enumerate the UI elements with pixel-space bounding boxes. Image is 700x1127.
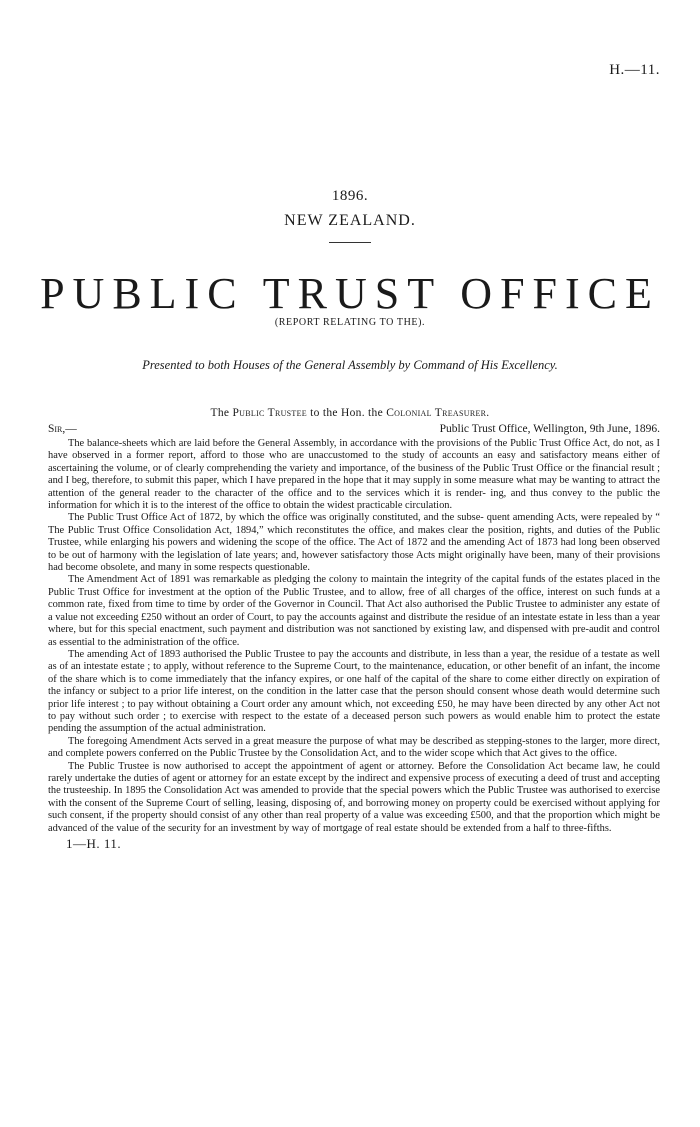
address-from-lead: The [210,407,233,419]
place-date: Public Trust Office, Wellington, 9th June, 1896. [439,423,660,435]
body-paragraph: The amending Act of 1893 authorised the Public Trustee to pay the accounts and distribute, in less than a year, the residue of a testate as well as of an intestate estate ; to apply, without reference to the Supreme Court, to the maintenance, education, or other benefit of an infant, the income of the share which is to come immediately that the infancy expires, or one half of the capital of the share to come either directly on expiration of the infancy or subject to a prior life interest, on the condition in the latter case that the person should consent whose death would determine such prior life interest ; to pay without obtaining a Court order any amount which, not exceeding £50, he may have been directed by any other Act not to pay without such order ; to exercise with respect to the estate of a deceased person such powers as would enable him to protect the estate pending the assumption of the actual administration. [48,648,660,735]
address-to-role: Colonial Treasurer [386,407,487,419]
document-subtitle: (REPORT RELATING TO THE). [274,317,426,328]
document-title: PUBLIC TRUST OFFICE [40,269,660,318]
body-paragraph: The balance-sheets which are laid before the General Assembly, in accordance with the provisions of the Public Trust Office Act, do not, as I have observed in a former report, afford to those who are unaccustomed to the study of accounts an easy and satisfactory means either of ascertaining the volume, or of clearly comprehending the variety and importance, of the business of the Public Trust Office or the financial result ; and I beg, therefore, to submit this paper, which I have prepared in the hope that it may supply in some measure what may be wanting to attract the attention of the general reader to the character of the office and to the services which it is render- ing, and thus convey to the public the information for which it is to the interest of the office to obtain the widest practicable circulation. [48,438,660,512]
title-divider [329,242,371,243]
salutation-row [48,423,660,439]
salutation: Sir,— [48,423,77,435]
body-paragraph: The foregoing Amendment Acts served in a great measure the purpose of what may be described as stepping-stones to the larger, more direct, and complete powers conferred on the Public Trustee by the Consolidation Act, and to the wider scope which that Act gives to the office. [48,735,660,760]
address-from-role: Public Trustee [232,407,307,419]
address-to-end: . [486,407,490,419]
report-year: 1896. [331,188,369,204]
sheet-signature: 1—H. 11. [66,836,122,851]
address-to-mid: to the Hon. the [306,407,387,419]
country-heading: NEW ZEALAND. [284,212,416,229]
body-paragraph: The Public Trust Office Act of 1872, by which the office was originally constituted, and the subse- quent amending Acts, were repealed by “ The Public Trust Office Consolidation Act, 1894,” which reconstitutes the office, and makes clear the position, rights, and duties of the Public Trustee, while enlarging his powers and widening the scope of the office. The Act of 1872 and the amending Act of 1873 had long been observed to be out of harmony with the legislation of late years; and, however satisfactory those Acts might originally have been, many of their provisions had become obsolete, and many in some respects questionable. [48,512,660,574]
body-paragraph: The Public Trustee is now authorised to accept the appointment of agent or attorney. Before the Consolidation Act became law, he could rarely undertake the duties of agent or attorney for an estate except by the indirect and expensive process of executing a deed of trust and accepting the trusteeship. In 1895 the Consolidation Act was amended to provide that the special powers which the Public Trustee was authorised to exercise with the consent of the Supreme Court of selling, leasing, disposing of, and borrowing money on property could be exercised without applying for such consent, if the property should consist of any other than real property of a value was exceeding £500, and that the proportion which might be advanced of the value of the security for an investment by way of mortgage of real estate should be extended from a half to three-fifths. [48,760,660,834]
page-reference: H.—11. [609,62,660,78]
presented-line: Presented to both Houses of the General Assembly by Command of His Excellency. [142,358,558,372]
body-paragraph: The Amendment Act of 1891 was remarkable as pledging the colony to maintain the integrity of the capital funds of the estates placed in the Public Trust Office for investment at the option of the Public Trustee, and to allow, free of all charges of the office, interest on such funds at a common rate, fixed from time to time by order of the Governor in Council. That Act also authorised the Public Trustee to administer any estate of a value not exceeding £250 without an order of Court, to pay the accounts against and distribute the residue of an intestate estate in less than a year where, but for this special enactment, such payment and distribution was not sanctioned by existing law, and dispensed with pre-audit and control as essential to the administration of the office. [48,574,660,648]
letter-body [48,438,660,835]
letter-address-line [0,407,700,419]
